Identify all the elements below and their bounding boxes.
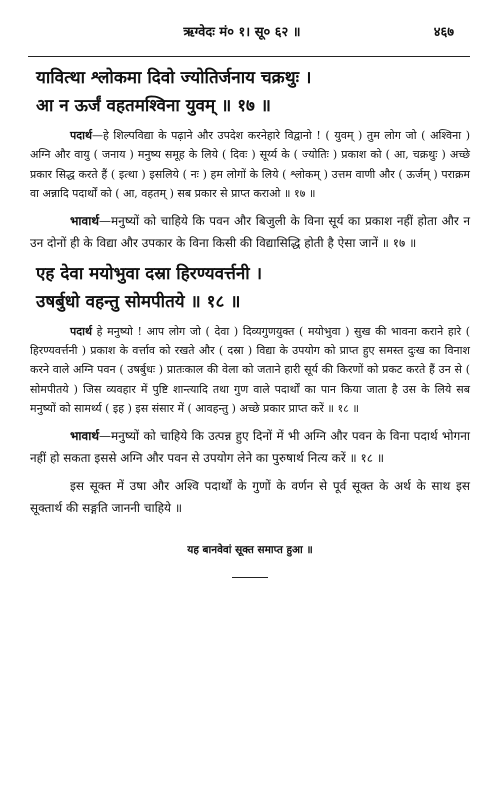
bhavartha-text: —मनुष्यों को चाहिये कि पवन और बिजुली के विना सूर्य का प्रकाश नहीं होता और न उन दोनों ही के विद्या और उपकार के विना किसी की विद्यासिद्धि होती है ऐसा जानें ॥ १७ ॥	[30, 213, 470, 250]
bhavartha-text: —मनुष्यों को चाहिये कि उत्पन्न हुए दिनों में भी अग्नि और पवन के विना पदार्थ भोगना नहीं हो सकता इससे अग्नि और पवन से उपयोग लेने का पुरुषार्थ नित्य करें ॥ १८ ॥	[30, 428, 470, 465]
bhavartha-17	[30, 210, 470, 254]
padartha-18	[30, 322, 470, 419]
sukta-summary: इस सूक्त में उषा और अश्वि पदार्थों के गुणों के वर्णन से पूर्व सूक्त के अर्थ के साथ इस सूक्तार्थ की सङ्गति जाननी चाहिये ॥	[30, 478, 470, 515]
mantra-18-line-1: एह देवा मयोभुवा दस्रा हिरण्यवर्त्तनी ।	[36, 263, 263, 284]
padartha-label: पदार्थ	[70, 324, 92, 338]
mantra-17-line-2: आ न ऊर्जं वहतमश्विना युवम् ॥ १७ ॥	[36, 96, 271, 116]
padartha-label: पदार्थ	[70, 129, 92, 142]
page-header	[0, 22, 484, 44]
mantra-17-line-1: यावित्था श्लोकमा दिवो ज्योतिर्जनाय चक्रथुः ।	[36, 68, 312, 88]
page-body	[30, 64, 470, 578]
padartha-text: हे मनुष्यो ! आप लोग जो ( देवा ) दिव्यगुणयुक्त ( मयोभुवा ) सुख की भावना कराने हारे ( हिरण्यवर्त्तनी ) प्रकाश के वर्त्ताव को रखते और ( दस्रा ) विद्या के उपयोग को प्राप्त हुए समस्त दुःख का विनाश करने वाले अग्नि पवन ( उषर्बुधः ) प्रातःकाल की वेला को जताने हारी सूर्य की किरणों को प्रकट करते हैं उन से ( सोमपीतये ) जिस व्यवहार में पुष्टि शान्त्यादि तथा गुण वाले पदार्थों का पान किया जाता है उस के लिये सब मनुष्यों को सामर्थ्य ( इह ) इस संसार में ( आवहन्तु ) अच्छे प्रकार प्राप्त करें ॥ १८ ॥	[30, 324, 470, 416]
page-number: ४६७	[433, 25, 454, 40]
bhavartha-label: भावार्थ	[70, 213, 99, 228]
bhavartha-label: भावार्थ	[70, 428, 99, 443]
mantra-18-line-2: उषर्बुधो वहन्तु सोमपीतये ॥ १८ ॥	[36, 291, 241, 312]
running-head: ऋग्वेदः मं० १। सू० ६२ ॥	[183, 25, 301, 40]
header-rule	[28, 56, 470, 57]
bhavartha-18	[30, 425, 470, 469]
end-rule	[232, 577, 268, 578]
padartha-text: —हे शिल्पविद्या के पढ़ाने और उपदेश करनेहारे विद्वानो ! ( युवम् ) तुम लोग जो ( अश्विना ) अग्नि और वायु ( जनाय ) मनुष्य समूह के लिये ( दिवः ) सूर्य्य के ( ज्योतिः ) प्रकाश को ( आ, चक्रथुः ) अच्छे प्रकार सिद्ध करते हैं ( इत्था ) इसलिये ( नः ) हम लोगों के लिये ( श्लोकम् ) उत्तम वाणी और ( ऊर्जम् ) पराक्रम वा अन्नादि पदार्थों को ( आ, वहतम् ) सब प्रकार से प्राप्त कराओ ॥ १७ ॥	[30, 129, 470, 201]
padartha-17	[30, 126, 470, 204]
sukta-closing: यह बानवेवां सूक्त समाप्त हुआ ॥	[187, 543, 313, 556]
